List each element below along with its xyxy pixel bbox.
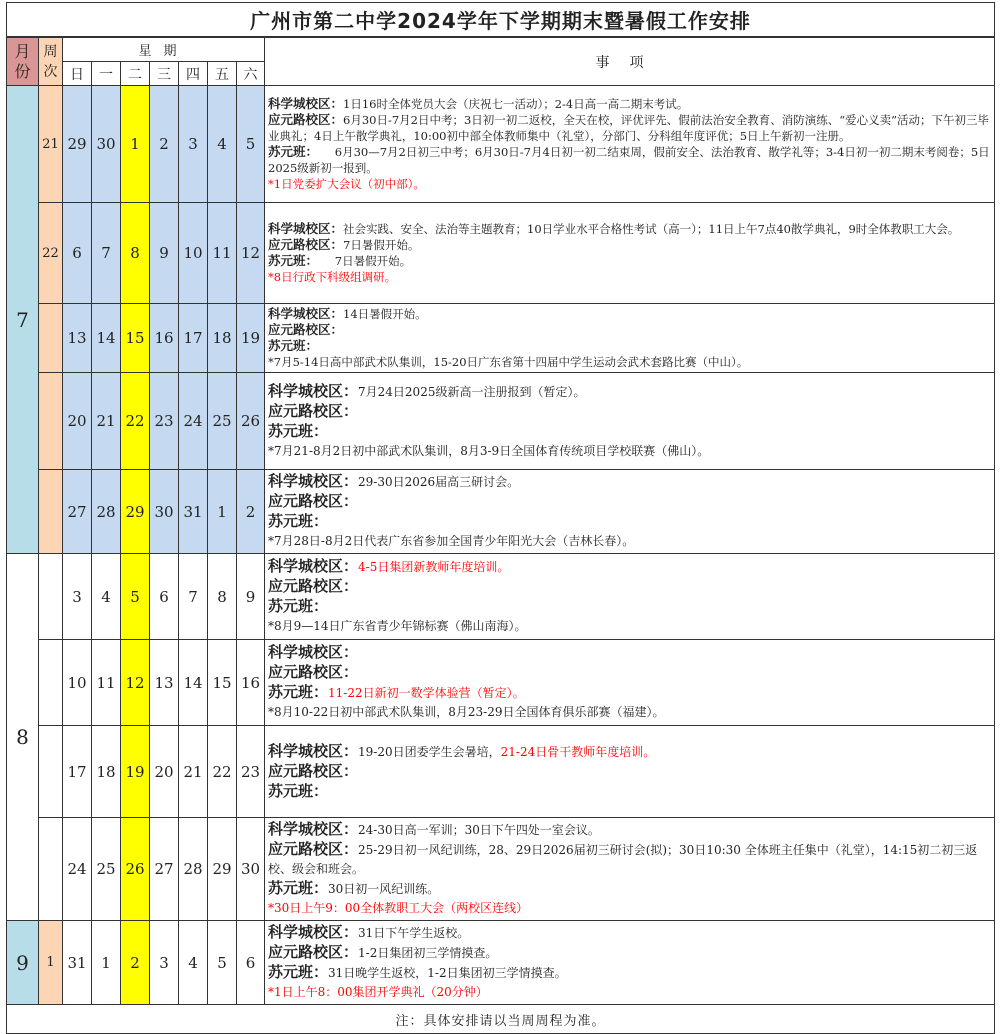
date-cell: 25 [208,373,237,470]
date-cell: 6 [237,921,265,1005]
date-cell: 13 [63,304,92,373]
events-header: 事项 [265,37,995,86]
event-line [268,96,991,112]
event-text: 19-20日团委学生会暑培， [358,744,501,759]
event-text: *1日上午8：00集团开学典礼（20分钟） [268,985,488,999]
event-line [268,338,991,354]
event-text: 11-22日新初一数学体验营（暂定）。 [328,686,525,700]
week-number [39,470,63,554]
event-line [268,899,991,918]
campus-label: 苏元班： [268,781,329,800]
date-cell: 9 [150,203,179,304]
campus-label: 科学城校区： [268,820,359,838]
event-line [268,306,991,322]
date-cell: 17 [63,726,92,818]
event-line [268,703,991,722]
event-line [268,782,991,802]
page-title: 广州市第二中学2024学年下学期期末暨暑假工作安排 [7,3,995,38]
event-text: *8日行政下科级组调研。 [268,270,397,284]
event-line [268,237,991,253]
date-cell: 19 [121,726,150,818]
event-line [268,879,991,899]
events-cell [265,726,995,818]
week-number [39,818,63,921]
event-line [268,643,991,663]
campus-label: 科学城校区： [268,741,359,760]
event-text: 1日16时全体党员大会（庆祝七一活动）；2-4日高一高二期末考试。 [343,97,689,111]
event-text: *1日党委扩大会议（初中部）。 [268,177,425,191]
week-row [7,86,995,203]
date-cell: 26 [121,818,150,921]
week-number [39,373,63,470]
campus-label: 应元路校区： [268,401,359,420]
campus-label: 科学城校区： [268,557,359,575]
event-line [268,663,991,683]
event-text: 7日暑假开始。 [311,254,412,268]
date-cell: 31 [179,470,208,554]
date-cell: 30 [237,818,265,921]
date-cell: 21 [179,726,208,818]
date-cell: 23 [150,373,179,470]
week-row [7,921,995,1005]
date-cell: 11 [208,203,237,304]
event-text: 31日下午学生返校。 [358,926,470,940]
events-cell [265,470,995,554]
weekday-header: 一 [92,62,121,86]
event-line [268,923,991,943]
schedule-table [6,2,995,1034]
event-text: 29-30日2026届高三研讨会。 [358,475,520,489]
week-row [7,818,995,921]
event-line [268,512,991,532]
date-cell: 2 [150,86,179,203]
weekday-header: 日 [63,62,92,86]
campus-label: 科学城校区： [268,96,344,111]
date-cell: 1 [92,921,121,1005]
date-cell: 18 [92,726,121,818]
campus-label: 应元路校区： [268,761,359,780]
date-cell: 15 [121,304,150,373]
event-line [268,422,991,442]
campus-label: 应元路校区： [268,943,359,961]
week-number: 22 [39,203,63,304]
date-cell: 28 [92,470,121,554]
date-cell: 20 [63,373,92,470]
date-cell: 31 [63,921,92,1005]
date-cell: 3 [63,554,92,640]
week-number [39,304,63,373]
event-line [268,577,991,597]
event-line [268,597,991,617]
weekday-header: 五 [208,62,237,86]
event-text: 6月30—7月2日初三中考；6月30日-7月4日初一初二结束周，假前安全、法治教育、散学礼等；3-4日初一初二期末考阅卷；5日2025级新初一报到。 [268,145,990,175]
date-cell: 22 [121,373,150,470]
week-row [7,203,995,304]
event-text: *7月21-8月2日初中部武术队集训，8月3-9日全国体育传统项目学校联赛（佛山）。 [268,443,710,458]
event-line [268,382,991,402]
weekday-header: 三 [150,62,179,86]
events-cell [265,818,995,921]
weekday-header: 四 [179,62,208,86]
week-row [7,373,995,470]
events-cell [265,373,995,470]
campus-label: 科学城校区： [268,643,359,661]
date-cell: 14 [179,640,208,726]
date-cell: 4 [208,86,237,203]
event-line [268,557,991,577]
event-text: *7月5-14日高中部武术队集训，15-20日广东省第十四届中学生运动会武术套路比赛（中山）。 [268,355,749,369]
date-cell: 21 [92,373,121,470]
campus-label: 苏元班： [268,512,329,530]
event-line [268,442,991,461]
date-cell: 2 [121,921,150,1005]
month-cell: 8 [7,554,39,921]
date-cell: 17 [179,304,208,373]
date-cell: 25 [92,818,121,921]
date-cell: 10 [179,203,208,304]
date-cell: 1 [208,470,237,554]
date-cell: 14 [92,304,121,373]
date-cell: 8 [121,203,150,304]
weekday-header: 六 [237,62,265,86]
date-cell: 5 [237,86,265,203]
date-cell: 4 [179,921,208,1005]
campus-label: 应元路校区： [268,237,344,252]
campus-label: 应元路校区： [268,840,359,858]
events-cell [265,304,995,373]
campus-label: 应元路校区： [268,663,359,681]
events-cell [265,554,995,640]
event-line [268,762,991,782]
weekday-header: 二 [121,62,150,86]
date-cell: 26 [237,373,265,470]
week-row [7,726,995,818]
date-cell: 6 [63,203,92,304]
event-line [268,269,991,285]
month-cell: 7 [7,86,39,554]
event-text: 14日暑假开始。 [343,307,427,321]
date-cell: 27 [63,470,92,554]
date-cell: 30 [150,470,179,554]
week-row [7,304,995,373]
week-number: 21 [39,86,63,203]
date-cell: 13 [150,640,179,726]
event-line [268,144,991,176]
date-cell: 15 [208,640,237,726]
campus-label: 苏元班： [268,338,319,353]
event-text: 7月24日2025级新高一注册报到（暂定）。 [358,384,586,399]
events-cell [265,921,995,1005]
date-cell: 3 [179,86,208,203]
date-cell: 19 [237,304,265,373]
date-cell: 12 [237,203,265,304]
date-cell: 16 [150,304,179,373]
date-cell: 5 [121,554,150,640]
date-cell: 27 [150,818,179,921]
event-line [268,617,991,636]
event-text: 25-29日初一风纪训练，28、29日2026届初三研讨会(拟)；30日10:30 全体班主任集中（礼堂），14:15初二初三返校、级会和班会。 [268,843,978,876]
date-cell: 23 [237,726,265,818]
date-cell: 12 [121,640,150,726]
month-cell: 9 [7,921,39,1005]
date-cell: 4 [92,554,121,640]
date-cell: 20 [150,726,179,818]
event-text: *8月10-22日初中部武术队集训，8月23-29日全国体育俱乐部赛（福建）。 [268,705,665,719]
campus-label: 苏元班： [268,963,329,981]
date-cell: 1 [121,86,150,203]
week-header: 周次 [39,37,63,86]
event-text: 30日初一风纪训练。 [328,882,440,896]
date-cell: 24 [179,373,208,470]
campus-label: 苏元班： [268,421,329,440]
week-row [7,640,995,726]
event-text: *8月9—14日广东省青少年锦标赛（佛山南海）。 [268,619,527,633]
date-cell: 18 [208,304,237,373]
date-cell: 24 [63,818,92,921]
date-cell: 30 [92,86,121,203]
events-cell [265,203,995,304]
campus-label: 应元路校区： [268,492,359,510]
event-text: 4-5日集团新教师年度培训。 [358,560,510,574]
week-number [39,726,63,818]
event-text: 7日暑假开始。 [343,238,420,252]
date-cell: 5 [208,921,237,1005]
event-line [268,683,991,703]
campus-label: 应元路校区： [268,577,359,595]
date-cell: 9 [237,554,265,640]
campus-label: 科学城校区： [268,221,344,236]
date-cell: 16 [237,640,265,726]
week-number [39,640,63,726]
campus-label: 苏元班： [268,683,329,701]
date-cell: 29 [208,818,237,921]
event-line [268,253,991,269]
event-line [268,354,991,370]
event-text-highlight: 21-24日骨干教师年度培训。 [500,744,656,759]
campus-label: 苏元班： [268,144,312,159]
week-row [7,470,995,554]
event-text: 1-2日集团初三学情摸查。 [358,946,498,960]
event-line [268,532,991,551]
event-line [268,983,991,1002]
campus-label: 应元路校区： [268,112,344,127]
footer-note: 注：具体安排请以当周周程为准。 [7,1005,995,1034]
event-line [268,112,991,144]
event-line [268,742,991,762]
date-cell: 8 [208,554,237,640]
event-text: 31日晚学生返校，1-2日集团初三学情摸查。 [328,966,567,980]
event-line [268,472,991,492]
event-line [268,963,991,983]
campus-label: 科学城校区： [268,472,359,490]
event-text: 24-30日高一军训；30日下午四处一室会议。 [358,823,600,837]
campus-label: 应元路校区： [268,322,344,337]
date-cell: 29 [63,86,92,203]
campus-label: 苏元班： [268,597,329,615]
week-number: 1 [39,921,63,1005]
event-line [268,840,991,879]
event-line [268,402,991,422]
event-text: 6月30日-7月2日中考；3日初一初二返校，全天在校，评优评先、假前法治安全教育、消防演练、“爱心义卖”活动；下午初三毕业典礼；4日上午散学典礼，10:00初中部全体教师集中（礼堂），分部门、分科组年度评优；5日上午新初一注册。 [268,113,990,143]
date-cell: 7 [179,554,208,640]
weekday-group-header: 星期 [63,37,265,62]
date-cell: 7 [92,203,121,304]
events-cell [265,86,995,203]
date-cell: 22 [208,726,237,818]
date-cell: 11 [92,640,121,726]
event-line [268,322,991,338]
event-text: *30日上午9：00全体教职工大会（两校区连线） [268,901,529,915]
date-cell: 29 [121,470,150,554]
event-line [268,820,991,840]
campus-label: 科学城校区： [268,923,359,941]
event-line [268,176,991,192]
date-cell: 28 [179,818,208,921]
date-cell: 6 [150,554,179,640]
campus-label: 科学城校区： [268,306,344,321]
week-row [7,554,995,640]
month-header: 月份 [7,37,39,86]
events-cell [265,640,995,726]
event-line [268,943,991,963]
date-cell: 10 [63,640,92,726]
event-text: 社会实践、安全、法治等主题教育；10日学业水平合格性考试（高一）；11日上午7点40散学典礼，9时全体教职工大会。 [343,222,960,236]
event-text: *7月28日-8月2日代表广东省参加全国青少年阳光大会（吉林长春）。 [268,534,635,548]
event-line [268,221,991,237]
week-number [39,554,63,640]
campus-label: 苏元班： [268,879,329,897]
campus-label: 苏元班： [268,253,312,268]
campus-label: 科学城校区： [268,381,359,400]
date-cell: 2 [237,470,265,554]
event-line [268,492,991,512]
date-cell: 3 [150,921,179,1005]
